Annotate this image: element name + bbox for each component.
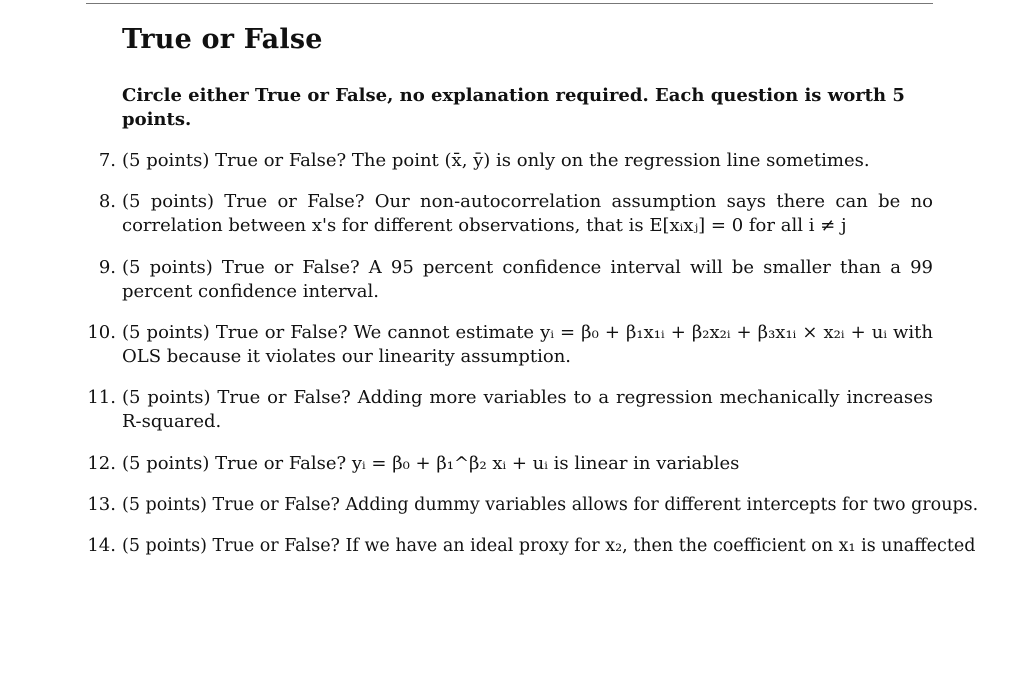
question-text: (5 points) True or False? If we have an ideal proxy for x₂, then the coefficient on x₁ is unaffected	[122, 536, 976, 556]
question-text: (5 points) True or False? The point (x̄, ȳ) is only on the regression line sometimes.	[122, 150, 870, 171]
question-text: (5 points) True or False? Our non-autocorrelation assumption says there can be no correlation between x's for different observations, that is E[xᵢxⱼ] = 0 for all i ≠ j	[122, 191, 933, 236]
question-text: (5 points) True or False? A 95 percent confidence interval will be smaller than a 99 percent confidence interval.	[122, 257, 933, 302]
question-text: (5 points) True or False? yᵢ = β₀ + β₁^β₂ xᵢ + uᵢ is linear in variables	[122, 453, 740, 474]
question-text: (5 points) True or False? We cannot estimate yᵢ = β₀ + β₁x₁ᵢ + β₂x₂ᵢ + β₃x₁ᵢ × x₂ᵢ + uᵢ with OLS because it violates our linearity assumption.	[122, 322, 933, 367]
question-number: 12.	[87, 453, 116, 474]
top-rule	[86, 3, 933, 4]
question-number: 8.	[98, 191, 116, 212]
question-number: 9.	[98, 257, 116, 278]
question-number: 13.	[87, 494, 116, 515]
question-number: 11.	[87, 387, 116, 408]
question-number: 7.	[98, 150, 116, 171]
section-title: True or False	[122, 24, 323, 55]
question-number: 10.	[87, 322, 116, 343]
question-number: 14.	[87, 535, 116, 556]
instructions: Circle either True or False, no explanation required. Each question is worth 5 points.	[122, 85, 905, 130]
question-text: (5 points) True or False? Adding more variables to a regression mechanically increases R-squared.	[122, 387, 933, 432]
question-text: (5 points) True or False? Adding dummy variables allows for different intercepts for two groups.	[122, 495, 979, 515]
